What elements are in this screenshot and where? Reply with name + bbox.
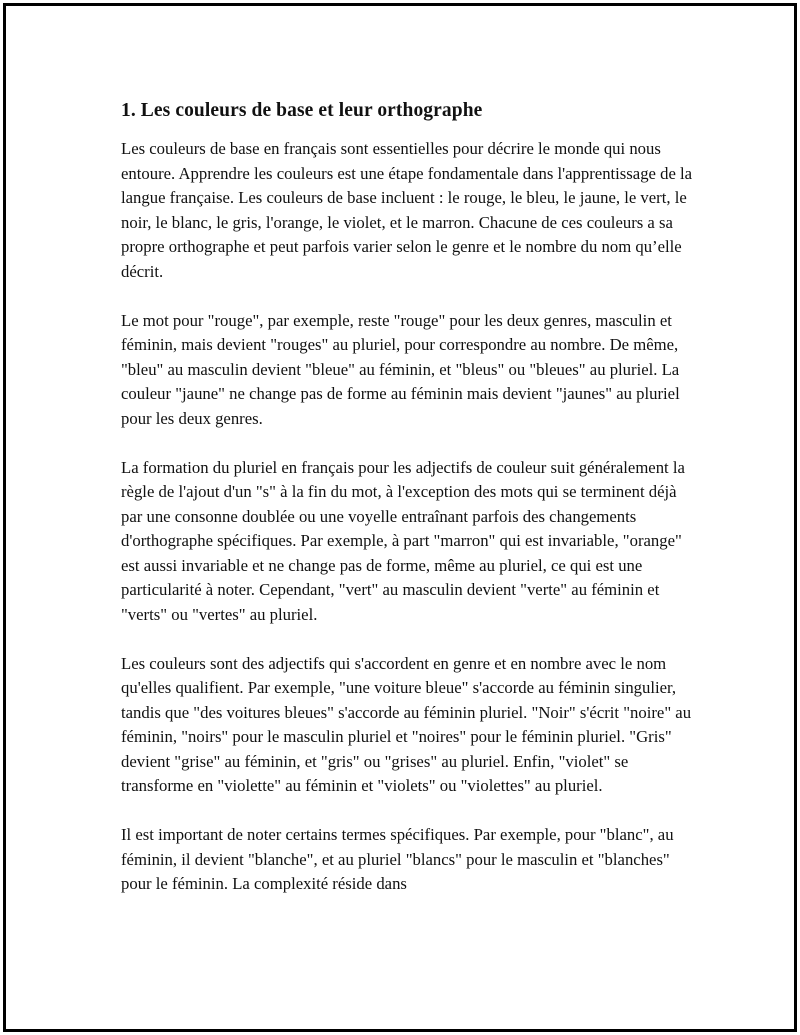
document-body xyxy=(121,98,701,921)
paragraph-termes-specifiques: Il est important de noter certains termes spécifiques. Par exemple, pour "blanc", au féminin, il devient "blanche", et au pluriel "blancs" pour le masculin et "blanches" pour le féminin. La complexité réside dans xyxy=(121,825,674,893)
page-frame xyxy=(3,3,797,1032)
section-heading: 1. Les couleurs de base et leur orthographe xyxy=(121,100,483,121)
paragraph-rouge-bleu-jaune: Le mot pour "rouge", par exemple, reste "rouge" pour les deux genres, masculin et féminin, mais devient "rouges" au pluriel, pour correspondre au nombre. De même, "bleu" au masculin devient "bleue" au féminin, et "bleus" ou "bleues" au pluriel. La couleur "jaune" ne change pas de forme au féminin mais devient "jaunes" au pluriel pour les deux genres. xyxy=(121,310,680,428)
paragraph-intro: Les couleurs de base en français sont essentielles pour décrire le monde qui nous entoure. Apprendre les couleurs est une étape fondamentale dans l'apprentissage de la langue française. Les couleurs de base incluent : le rouge, le bleu, le jaune, le vert, le noir, le blanc, le gris, l'orange, le violet, et le marron. Chacune de ces couleurs a sa propre orthographe et peut parfois varier selon le genre et le nombre du nom qu’elle décrit. xyxy=(121,139,693,281)
paragraph-pluriel-formation: La formation du pluriel en français pour les adjectifs de couleur suit généralement la règle de l'ajout d'un "s" à la fin du mot, à l'exception des mots qui se terminent déjà par une consonne doublée ou une voyelle entraînant parfois des changements d'orthographe spécifiques. Par exemple, à part "marron" qui est invariable, "orange" est aussi invariable et ne change pas de forme, même au pluriel, ce qui est une particularité à noter. Cependant, "vert" au masculin devient "verte" au féminin et "verts" ou "vertes" au pluriel. xyxy=(121,457,685,624)
paragraph-accord-adjectifs: Les couleurs sont des adjectifs qui s'accordent en genre et en nombre avec le nom qu'elles qualifient. Par exemple, "une voiture bleue" s'accorde au féminin singulier, tandis que "des voitures bleues" s'accorde au féminin pluriel. "Noir" s'écrit "noire" au féminin, "noirs" pour le masculin pluriel et "noires" pour le féminin pluriel. "Gris" devient "grise" au féminin, et "gris" ou "grises" au pluriel. Enfin, "violet" se transforme en "violette" au féminin et "violets" ou "violettes" au pluriel. xyxy=(121,653,692,795)
